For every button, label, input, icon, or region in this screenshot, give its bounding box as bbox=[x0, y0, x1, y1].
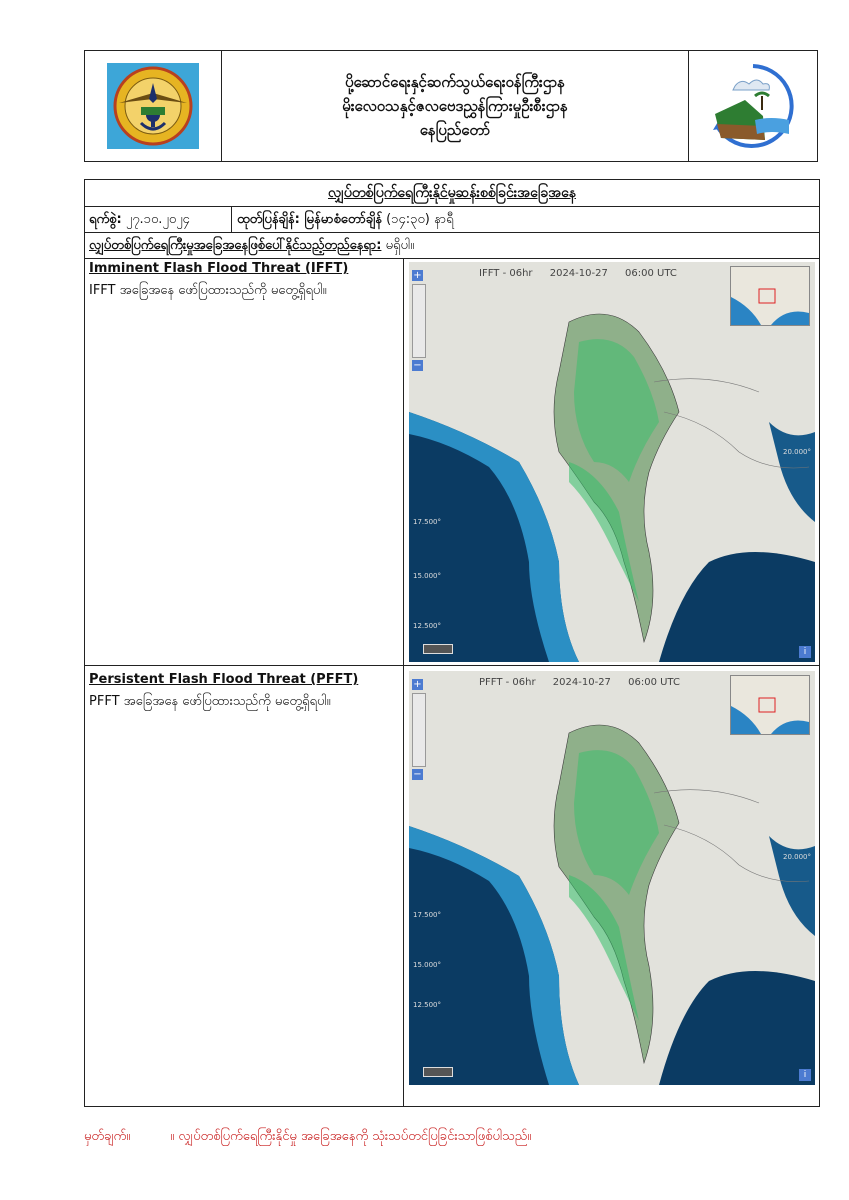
hydrology-cycle-icon bbox=[705, 60, 801, 152]
zoom-in-icon[interactable]: + bbox=[413, 270, 422, 281]
ifft-description: IFFT အခြေအနေ ဖော်ပြထားသည်ကို မတွေ့ရှိရပါ။ bbox=[89, 283, 327, 298]
lat-tick-2: 15.000° bbox=[413, 961, 441, 969]
ifft-overview-map[interactable] bbox=[730, 266, 810, 326]
letterhead-title bbox=[221, 51, 689, 161]
letterhead bbox=[84, 50, 818, 162]
ifft-map-caption bbox=[479, 268, 691, 279]
risk-location-row bbox=[85, 233, 819, 259]
hydrology-logo-cell bbox=[688, 51, 817, 161]
ministry-logo-cell bbox=[85, 51, 222, 161]
pfft-map-date: 2024-10-27 bbox=[552, 677, 611, 688]
ifft-divider bbox=[403, 259, 404, 665]
overview-map-image bbox=[731, 676, 809, 734]
footer-note bbox=[84, 1128, 824, 1147]
ifft-map-time: 06:00 UTC bbox=[625, 268, 677, 279]
date-divider bbox=[231, 207, 232, 232]
pfft-description: PFFT အခြေအနေ ဖော်ပြထားသည်ကို မတွေ့ရှိရပါ။ bbox=[89, 694, 331, 709]
info-icon[interactable]: i bbox=[799, 646, 811, 658]
info-icon[interactable]: i bbox=[799, 1069, 811, 1081]
lat-tick-2: 15.000° bbox=[413, 572, 441, 580]
pfft-divider bbox=[403, 666, 404, 1106]
pfft-heading: Persistent Flash Flood Threat (PFFT) bbox=[89, 672, 359, 687]
report-table bbox=[84, 179, 820, 1107]
date-value: ၂၇.၁၀.၂၀၂၄ bbox=[125, 212, 190, 227]
ifft-map-date: 2024-10-27 bbox=[549, 268, 608, 279]
pfft-map[interactable] bbox=[409, 671, 815, 1085]
ifft-heading: Imminent Flash Flood Threat (IFFT) bbox=[89, 261, 349, 276]
ministry-emblem-icon bbox=[107, 63, 199, 149]
report-title: လျှပ်တစ်ပြက်ရေကြီးနိုင်မှုဆန်းစစ်ခြင်းအခြေအနေ bbox=[328, 185, 576, 201]
ifft-text-cell bbox=[89, 261, 397, 302]
pfft-overview-map[interactable] bbox=[730, 675, 810, 735]
city-name: နေပြည်တော် bbox=[419, 121, 491, 139]
pfft-scale-bar bbox=[423, 1067, 453, 1077]
footer-text: ။ လျှပ်တစ်ပြက်ရေကြီးနိုင်မှု အခြေအနေကို သုံးသပ်တင်ပြခြင်းသာဖြစ်ပါသည်။ bbox=[170, 1129, 532, 1144]
lat-tick-3: 12.500° bbox=[413, 622, 441, 630]
issue-time-value: (၁၄:၃၀) နာရီ bbox=[386, 212, 454, 227]
risk-location-value: မရှိပါ။ bbox=[385, 238, 415, 253]
issue-time-label: ထုတ်ပြန်ချိန်: မြန်မာစံတော်ချိန် bbox=[237, 212, 382, 227]
issue-time-field bbox=[237, 207, 454, 232]
ministry-name: ပို့ဆောင်ရေးနှင့်ဆက်သွယ်ရေးဝန်ကြီးဌာန bbox=[345, 73, 565, 91]
lat-tick-1: 17.500° bbox=[413, 911, 441, 919]
date-field bbox=[89, 207, 190, 232]
pfft-text-cell bbox=[89, 672, 397, 713]
pfft-section bbox=[85, 666, 819, 1106]
zoom-slider[interactable] bbox=[412, 693, 426, 767]
overview-map-image bbox=[731, 267, 809, 325]
pfft-map-caption bbox=[479, 677, 694, 688]
pfft-map-time: 06:00 UTC bbox=[628, 677, 680, 688]
report-title-row bbox=[85, 180, 819, 207]
pfft-map-product: PFFT - 06hr bbox=[479, 677, 536, 688]
lat-tick-0: 20.000° bbox=[783, 448, 811, 456]
lat-tick-1: 17.500° bbox=[413, 518, 441, 526]
date-label: ရက်စွဲ: bbox=[89, 212, 122, 227]
date-row bbox=[85, 207, 819, 233]
zoom-in-icon[interactable]: + bbox=[413, 679, 422, 690]
zoom-out-icon[interactable]: − bbox=[413, 360, 422, 371]
lat-tick-3: 12.500° bbox=[413, 1001, 441, 1009]
lat-tick-0: 20.000° bbox=[783, 853, 811, 861]
risk-location-label: လျှပ်တစ်ပြက်ရေကြီးမှုအခြေအနေဖြစ်ပေါ်နိုင်သည့်တည်နေရာ: bbox=[89, 238, 382, 253]
footer-label: မှတ်ချက်။ bbox=[84, 1129, 131, 1144]
zoom-out-icon[interactable]: − bbox=[413, 769, 422, 780]
department-name: မိုးလေဝသနှင့်ဇလဗေဒညွှန်ကြားမှုဦးစီးဌာန bbox=[342, 97, 568, 115]
ifft-scale-bar bbox=[423, 644, 453, 654]
ifft-map-product: IFFT - 06hr bbox=[479, 268, 533, 279]
zoom-slider[interactable] bbox=[412, 284, 426, 358]
ifft-map[interactable] bbox=[409, 262, 815, 662]
ifft-section bbox=[85, 259, 819, 666]
